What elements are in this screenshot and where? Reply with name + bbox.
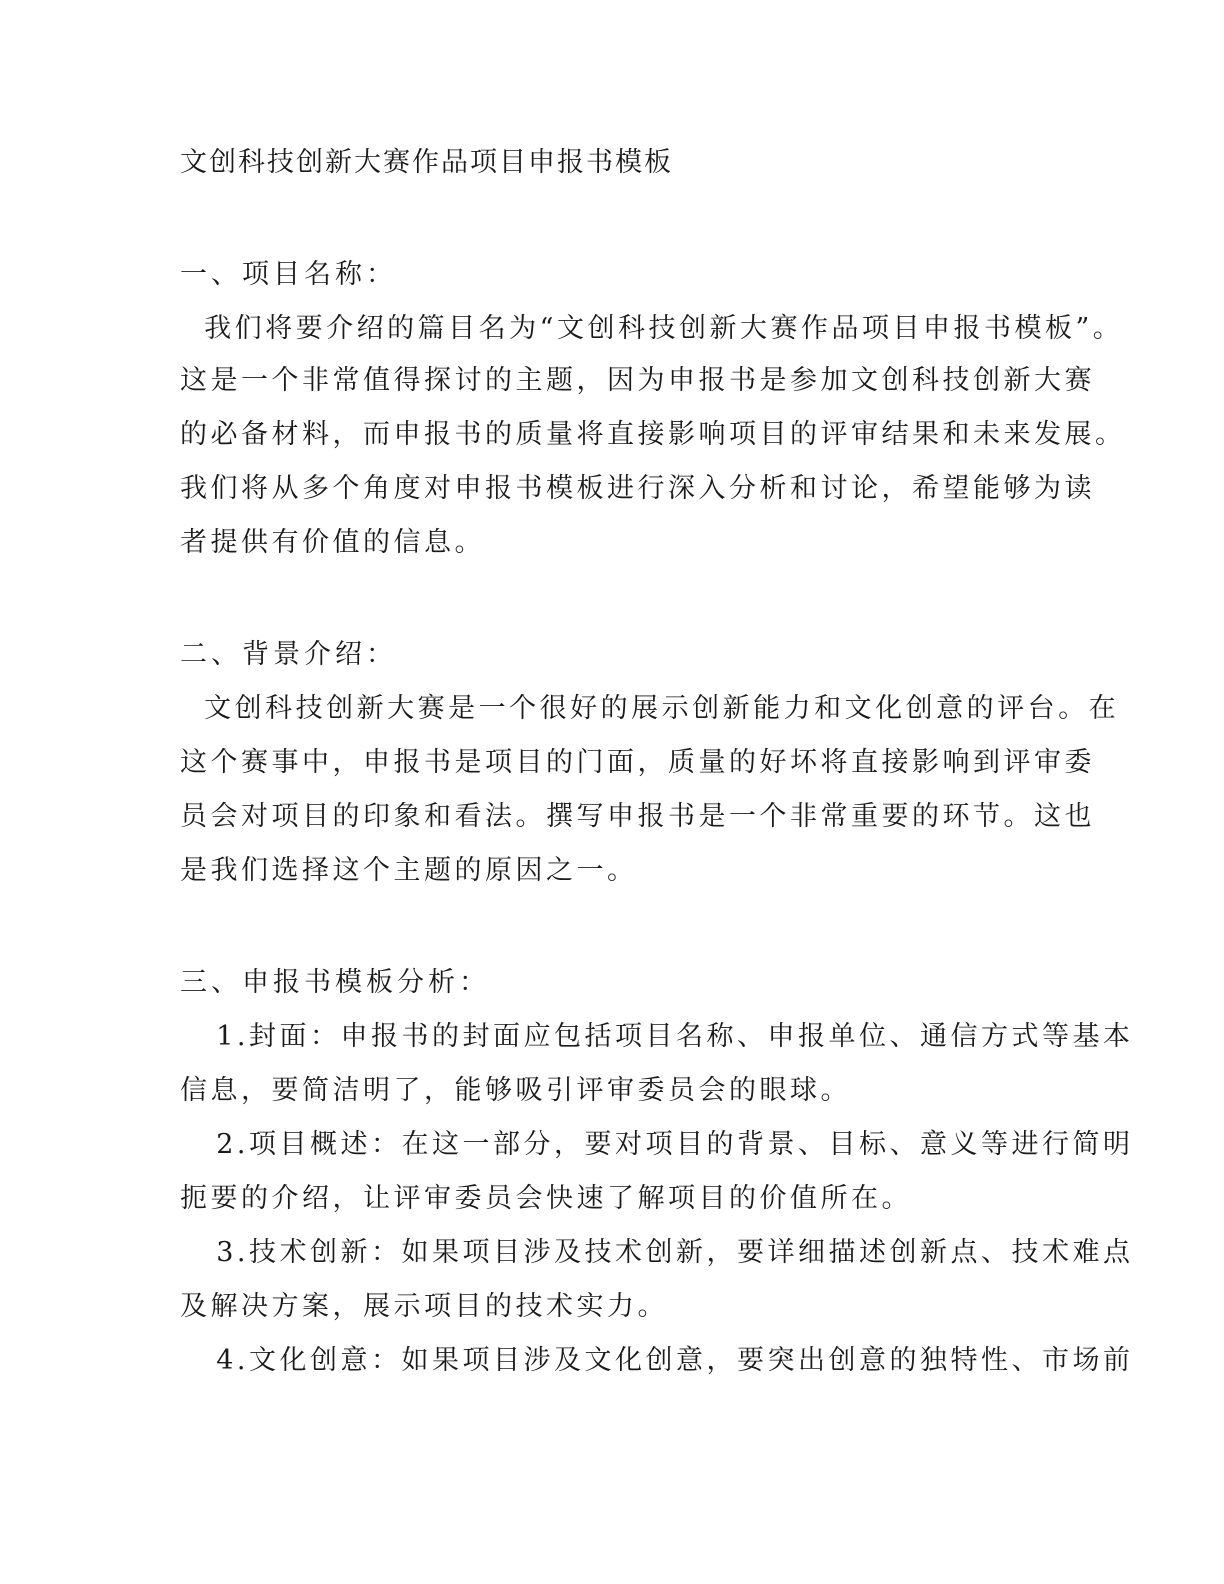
list-item-line: 2.项目概述：在这一部分，要对项目的背景、目标、意义等进行简明 — [180, 1129, 1134, 1160]
paragraph-line: 是我们选择这个主题的原因之一。 — [180, 855, 638, 886]
list-item-line: 1.封面：申报书的封面应包括项目名称、申报单位、通信方式等基本 — [180, 1021, 1134, 1052]
document-title: 文创科技创新大赛作品项目申报书模板 — [180, 147, 673, 178]
section-heading-background: 二、背景介绍： — [180, 639, 397, 670]
list-item-line: 及解决方案，展示项目的技术实力。 — [180, 1291, 668, 1322]
paragraph-line: 这个赛事中，申报书是项目的门面，质量的好坏将直接影响到评审委 — [180, 747, 1095, 778]
section-heading-project-name: 一、项目名称： — [180, 259, 397, 290]
list-item-line: 3.技术创新：如果项目涉及技术创新，要详细描述创新点、技术难点 — [180, 1237, 1134, 1268]
paragraph-line: 我们将从多个角度对申报书模板进行深入分析和讨论，希望能够为读 — [180, 473, 1095, 504]
list-item-line: 扼要的介绍，让评审委员会快速了解项目的价值所在。 — [180, 1183, 912, 1214]
paragraph-line: 这是一个非常值得探讨的主题，因为申报书是参加文创科技创新大赛 — [180, 365, 1095, 396]
paragraph-line: 文创科技创新大赛是一个很好的展示创新能力和文化创意的评台。在 — [180, 693, 1120, 724]
list-item-line: 4.文化创意：如果项目涉及文化创意，要突出创意的独特性、市场前 — [180, 1345, 1134, 1376]
paragraph-line: 的必备材料，而申报书的质量将直接影响项目的评审结果和未来发展。 — [180, 419, 1126, 450]
paragraph-line: 者提供有价值的信息。 — [180, 527, 485, 558]
paragraph-line: 员会对项目的印象和看法。撰写申报书是一个非常重要的环节。这也 — [180, 801, 1095, 832]
paragraph-line: 我们将要介绍的篇目名为“文创科技创新大赛作品项目申报书模板”。 — [180, 313, 1124, 344]
list-item-line: 信息，要简洁明了，能够吸引评审委员会的眼球。 — [180, 1075, 851, 1106]
section-heading-template-analysis: 三、申报书模板分析： — [180, 967, 490, 998]
